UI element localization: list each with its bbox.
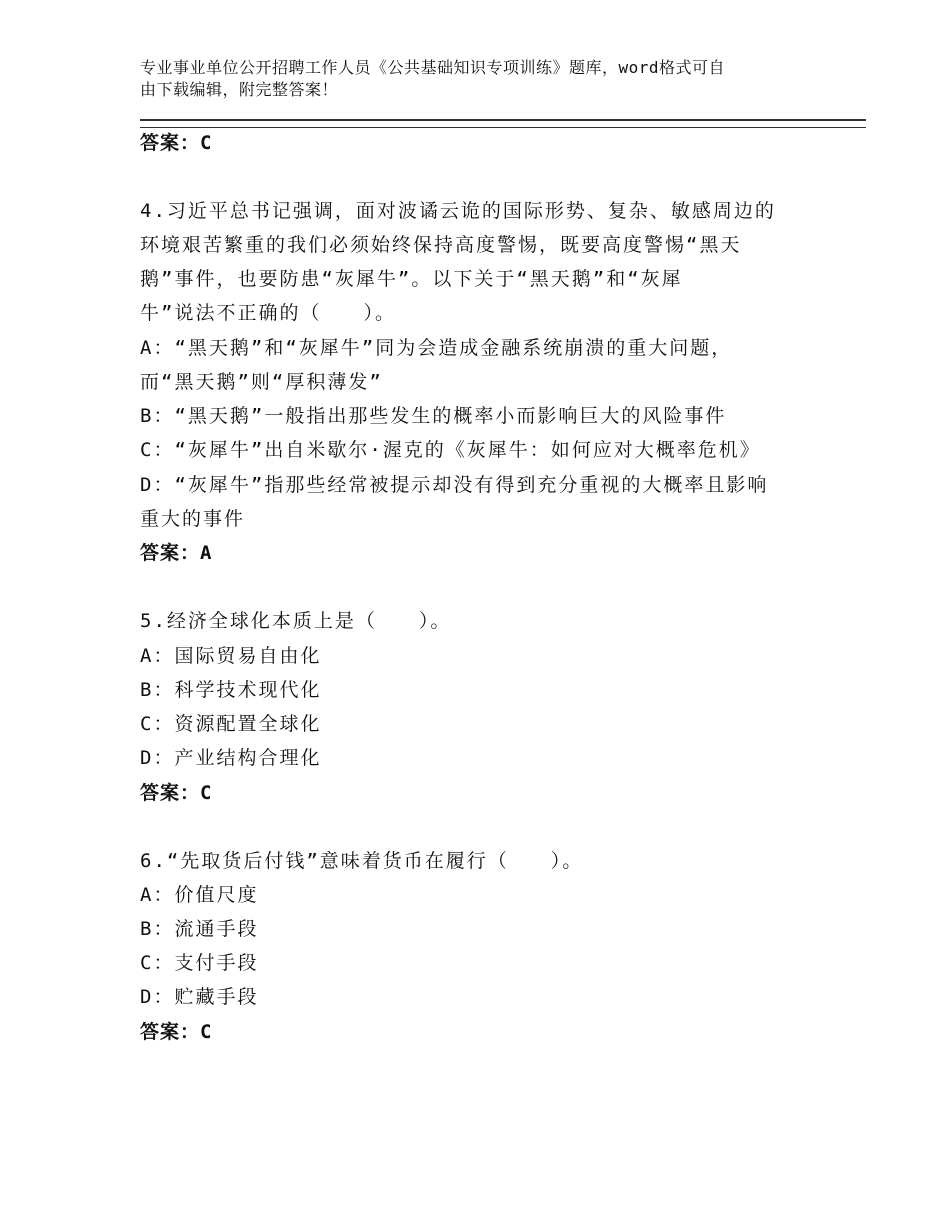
answer-label: 答案： xyxy=(140,132,201,154)
q6-stem: 6.“先取货后付钱”意味着货币在履行（ ）。 xyxy=(140,850,584,872)
q4-stem-line-4: 牛”说法不正确的（ ）。 xyxy=(140,302,396,324)
q5-option-c: C：资源配置全球化 xyxy=(140,713,322,735)
answer-value: A xyxy=(200,542,213,564)
answer-value: C xyxy=(200,782,213,804)
q4-option-a-line-1: A：“黑天鹅”和“灰犀牛”同为会造成金融系统崩溃的重大问题， xyxy=(140,337,733,359)
q6-option-d: D：贮藏手段 xyxy=(140,986,259,1008)
q4-stem-line-1: 4.习近平总书记强调，面对波谲云诡的国际形势、复杂、敏感周边的 xyxy=(140,200,776,222)
answer-label: 答案： xyxy=(140,782,201,804)
q6-option-a: A：价值尺度 xyxy=(140,884,259,906)
answer-prev xyxy=(140,131,212,155)
q4-option-d-line-1: D：“灰犀牛”指那些经常被提示却没有得到充分重视的大概率且影响 xyxy=(140,474,769,496)
q4-option-c: C：“灰犀牛”出自米歇尔·渥克的《灰犀牛：如何应对大概率危机》 xyxy=(140,439,761,461)
q6-option-c: C：支付手段 xyxy=(140,952,259,974)
q4-option-b: B：“黑天鹅”一般指出那些发生的概率小而影响巨大的风险事件 xyxy=(140,405,727,427)
answer-label: 答案： xyxy=(140,542,201,564)
header-divider xyxy=(140,119,866,128)
answer-value: C xyxy=(200,1021,213,1043)
q4-stem-line-3: 鹅”事件，也要防患“灰犀牛”。以下关于“黑天鹅”和“灰犀 xyxy=(140,268,683,290)
q4-option-d-line-2: 重大的事件 xyxy=(140,508,246,530)
answer-label: 答案： xyxy=(140,1021,201,1043)
q5-answer xyxy=(140,781,212,805)
header-line-1: 专业事业单位公开招聘工作人员《公共基础知识专项训练》题库，word格式可自 xyxy=(140,58,726,77)
q4-stem-line-2: 环境艰苦繁重的我们必须始终保持高度警惕，既要高度警惕“黑天 xyxy=(140,234,742,256)
q6-answer xyxy=(140,1020,212,1044)
q5-stem: 5.经济全球化本质上是（ ）。 xyxy=(140,610,452,632)
document-header xyxy=(140,57,820,101)
answer-value: C xyxy=(200,132,213,154)
q6-option-b: B：流通手段 xyxy=(140,918,259,940)
q5-option-a: A：国际贸易自由化 xyxy=(140,645,322,667)
q4-option-a-line-2: 而“黑天鹅”则“厚积薄发” xyxy=(140,371,383,393)
header-line-2: 由下载编辑，附完整答案！ xyxy=(140,80,339,99)
q5-option-b: B：科学技术现代化 xyxy=(140,679,322,701)
q5-option-d: D：产业结构合理化 xyxy=(140,747,322,769)
q4-answer xyxy=(140,541,212,565)
